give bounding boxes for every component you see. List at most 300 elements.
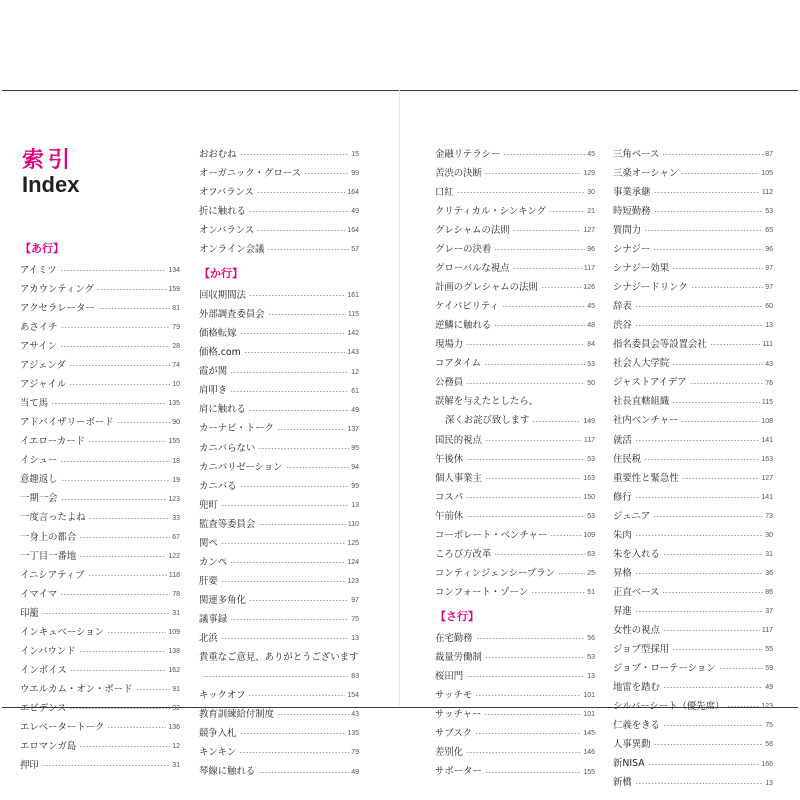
page-number: 49 (765, 684, 773, 692)
index-term: アサイン (20, 341, 57, 353)
index-term: アカウンティング (20, 283, 94, 295)
dot-leader (672, 402, 760, 403)
dot-leader (60, 594, 170, 595)
index-entry (20, 756, 180, 775)
page-number: 49 (351, 406, 359, 414)
page-number: 13 (765, 779, 773, 787)
page-number: 145 (583, 730, 595, 738)
page-number: 110 (347, 520, 359, 528)
dot-leader (286, 467, 350, 468)
dot-leader (485, 440, 582, 441)
index-entry (613, 774, 773, 793)
page-number: 111 (762, 341, 773, 349)
index-term: サッチモ (435, 690, 473, 702)
index-term: 昇進 (613, 605, 632, 617)
dot-leader (644, 459, 759, 460)
page-number: 55 (765, 646, 773, 654)
index-entry (613, 316, 773, 335)
dot-leader (654, 211, 764, 212)
page-number: 53 (765, 208, 773, 216)
dot-leader (672, 268, 763, 269)
dot-leader (635, 611, 763, 612)
index-entry (199, 515, 359, 534)
dot-leader (258, 524, 346, 525)
dot-leader (485, 772, 581, 773)
index-term: 意趣返し (20, 474, 58, 486)
index-entry (199, 724, 359, 743)
index-entry (613, 583, 773, 602)
dot-leader (277, 714, 349, 715)
index-term: カニバる (199, 480, 237, 492)
index-entry (20, 642, 180, 661)
index-term: エビデンス (20, 702, 67, 714)
page-number: 79 (351, 749, 359, 757)
page-number: 58 (765, 741, 773, 749)
section-heading: 【さ行】 (435, 609, 479, 623)
index-term: コスパ (435, 491, 464, 503)
index-term: 三角ベース (613, 148, 660, 160)
page-number: 166 (761, 760, 773, 768)
index-entry (435, 743, 595, 762)
page-number: 19 (172, 476, 180, 484)
index-entry (199, 401, 359, 420)
dot-leader (221, 543, 346, 544)
index-entry (435, 526, 595, 545)
index-term: 折に触れる (199, 205, 246, 217)
index-term: グローバルな視点 (435, 263, 510, 275)
dot-leader (257, 230, 345, 231)
index-entry (435, 412, 595, 431)
dot-leader (635, 783, 763, 784)
dot-leader (682, 478, 760, 479)
dot-leader (503, 154, 585, 155)
index-entry (613, 488, 773, 507)
page-number: 86 (765, 589, 773, 597)
page-number: 25 (587, 570, 595, 578)
dot-leader (69, 365, 170, 366)
index-term: 桜田門 (435, 671, 464, 683)
index-entry (435, 316, 595, 335)
index-term: カンペ (199, 556, 228, 568)
index-term: オンバランス (199, 225, 255, 236)
dot-leader (494, 554, 585, 555)
index-entry (199, 305, 359, 324)
index-entry (613, 450, 773, 469)
section-heading: 【か行】 (199, 266, 243, 280)
index-term: 口紅 (435, 186, 454, 198)
index-column-4 (613, 145, 773, 793)
index-entry (199, 591, 359, 610)
index-term: インバウンド (20, 645, 76, 657)
index-term: 競争入札 (199, 728, 237, 740)
dot-leader (267, 249, 349, 250)
index-term: キンキン (199, 747, 237, 759)
index-term: クリティカル・シンキング (435, 205, 547, 217)
page-number: 45 (587, 151, 595, 159)
page-number: 61 (351, 387, 359, 395)
page-number: 87 (765, 151, 773, 159)
page-number: 162 (168, 667, 180, 675)
index-term: アジェンダ (20, 360, 66, 372)
index-term: ジョブ型採用 (613, 644, 670, 656)
dot-leader (541, 287, 582, 288)
index-term: 質問力 (613, 225, 642, 236)
page-number: 30 (587, 189, 595, 197)
dot-leader (648, 764, 760, 765)
index-term: 事業承継 (613, 186, 651, 198)
page-number: 115 (761, 398, 773, 406)
page-number: 142 (347, 330, 359, 338)
page-number: 53 (587, 360, 595, 368)
index-term: 社内ベンチャー (613, 415, 679, 427)
dot-leader (61, 499, 167, 500)
dot-leader (476, 638, 586, 639)
index-entry (435, 221, 595, 240)
index-entry (435, 202, 595, 221)
page-number: 135 (168, 400, 180, 408)
dot-leader (221, 581, 346, 582)
page-number: 13 (765, 322, 773, 330)
dot-leader (710, 344, 761, 345)
dot-leader (51, 403, 166, 404)
index-entry (199, 221, 359, 240)
dot-leader (532, 421, 581, 422)
page-number: 105 (761, 170, 773, 178)
dot-leader (681, 173, 759, 174)
page-number: 97 (765, 284, 773, 292)
index-term: 一身上の都合 (20, 531, 77, 543)
dot-leader (239, 752, 349, 753)
page-number: 109 (583, 531, 595, 539)
page-number: 30 (765, 531, 773, 539)
index-term: 正直ベース (613, 586, 660, 598)
index-entry (20, 604, 180, 623)
page-number: 117 (761, 627, 773, 635)
index-entry (613, 355, 773, 374)
dot-leader (635, 440, 760, 441)
page-number: 31 (172, 609, 180, 617)
page-number: 126 (583, 284, 595, 292)
index-term: 兜町 (199, 499, 218, 511)
dot-leader (719, 668, 764, 669)
index-term: コンフォート・ゾーン (435, 586, 529, 598)
index-term: コンティンジェンシープラン (435, 567, 555, 579)
page-number: 13 (587, 673, 595, 681)
page-number: 138 (168, 648, 180, 655)
index-term: オーガニック・グロース (199, 167, 302, 179)
index-entry (199, 667, 359, 686)
index-term: 監査等委員会 (199, 518, 256, 530)
index-term: エレベータートーク (20, 721, 105, 733)
index-entry (199, 183, 359, 202)
dot-leader (466, 497, 581, 498)
index-entry (435, 648, 595, 667)
index-term: ウエルカム・オン・ボード (20, 683, 133, 695)
index-entry (613, 564, 773, 583)
page-number: 115 (347, 311, 359, 319)
index-term: カニバリゼーション (199, 461, 283, 473)
index-entry (435, 355, 595, 374)
index-term: サポーター (435, 766, 482, 778)
index-entry (613, 621, 773, 640)
index-entry (435, 431, 595, 450)
dot-leader (475, 695, 581, 696)
dot-leader (663, 687, 763, 688)
index-term: 回収期間法 (199, 290, 246, 302)
dot-leader (681, 421, 759, 422)
index-entry (613, 507, 773, 526)
index-term: 午前休 (435, 510, 464, 522)
page-number: 75 (351, 616, 359, 624)
dot-leader (249, 211, 349, 212)
index-entry (199, 439, 359, 458)
index-entry (613, 716, 773, 735)
index-term: 肩に触れる (199, 404, 246, 416)
page-number: 10 (172, 381, 180, 389)
index-term: オフバランス (199, 186, 254, 198)
dot-leader (653, 249, 763, 250)
index-term: 現場力 (435, 339, 464, 351)
index-entry (199, 324, 359, 343)
index-entry (613, 469, 773, 488)
index-term: 霞が関 (199, 366, 228, 378)
index-term: 個人事業主 (435, 472, 482, 484)
index-term: 押印 (20, 760, 39, 772)
page-number: 31 (172, 762, 180, 770)
index-term: 一度言ったよね (20, 512, 86, 524)
index-term: 女性の視点 (613, 624, 660, 636)
page-number: 91 (172, 686, 180, 694)
dot-leader (249, 295, 345, 296)
index-entry (613, 335, 773, 354)
index-entry (613, 526, 773, 545)
page-number: 53 (587, 455, 595, 463)
dot-leader (61, 480, 171, 481)
dot-leader (107, 632, 166, 633)
index-term: 貴重なご意見、ありがとうございます (199, 652, 359, 664)
page-number: 123 (347, 578, 359, 586)
index-term: 関ペ (199, 537, 218, 549)
index-entry (199, 477, 359, 496)
index-term: 教育訓練給付制度 (199, 709, 275, 721)
page-number: 101 (583, 711, 595, 719)
page-number: 67 (172, 533, 180, 541)
page-number: 123 (761, 703, 773, 711)
dot-leader (42, 613, 170, 614)
dot-leader (672, 364, 763, 365)
dot-leader (475, 733, 581, 734)
index-term: 新NISA (613, 758, 645, 770)
index-entry (613, 431, 773, 450)
dot-leader (466, 383, 585, 384)
dot-leader (549, 211, 585, 212)
index-entry (613, 393, 773, 412)
page-number: 125 (347, 539, 359, 547)
index-entry (613, 659, 773, 678)
index-entry (435, 667, 595, 686)
dot-leader (258, 448, 349, 449)
index-entry (613, 145, 773, 164)
index-term: 仁義をきる (613, 720, 660, 732)
index-entry (199, 286, 359, 305)
index-entry (613, 735, 773, 754)
index-entry (435, 240, 595, 259)
dot-leader (70, 670, 167, 671)
index-entry (613, 640, 773, 659)
index-entry (435, 164, 595, 183)
index-term: 辞表 (613, 301, 632, 313)
index-entry (613, 545, 773, 564)
page-number: 99 (351, 170, 359, 178)
index-term: 当て馬 (20, 398, 49, 410)
dot-leader (268, 314, 346, 315)
index-entry (613, 374, 773, 393)
dot-leader (466, 459, 585, 460)
index-term: アドバイザリーボード (20, 417, 114, 429)
index-entry (613, 259, 773, 278)
dot-leader (61, 327, 171, 328)
index-term: 一丁目一番地 (20, 550, 77, 562)
index-entry (199, 572, 359, 591)
dot-leader (136, 689, 171, 690)
index-entry (435, 145, 595, 164)
page-number: 141 (761, 493, 773, 501)
index-term: 渋谷 (613, 320, 632, 332)
index-entry (20, 280, 180, 299)
index-entry (613, 755, 773, 774)
index-entry (613, 412, 773, 431)
index-entry (20, 356, 180, 375)
page-number: 15 (351, 151, 359, 159)
index-entry (20, 737, 180, 756)
index-term: カニバらない (199, 442, 256, 454)
dot-leader (117, 422, 171, 423)
index-term: 就活 (613, 434, 632, 446)
dot-leader (466, 516, 585, 517)
index-entry (613, 602, 773, 621)
dot-leader (531, 592, 585, 593)
page-number: 45 (587, 303, 595, 311)
dot-leader (42, 765, 170, 766)
dot-leader (240, 154, 350, 155)
index-term: ジュニア (613, 510, 651, 522)
page-gutter (399, 90, 400, 706)
index-term: 午後休 (435, 453, 464, 465)
page-number: 63 (587, 551, 595, 558)
dot-leader (691, 287, 764, 288)
index-term: 一期一会 (20, 493, 58, 505)
index-entry (199, 458, 359, 477)
index-entry (435, 393, 595, 412)
index-entry (20, 299, 180, 318)
dot-leader (221, 638, 349, 639)
page-number: 96 (587, 246, 595, 254)
index-entry (613, 678, 773, 697)
index-term: キックオフ (199, 690, 246, 702)
index-entry (199, 553, 359, 572)
index-term: グレシャムの法則 (435, 225, 510, 236)
page-number: 65 (765, 227, 773, 235)
dot-leader (248, 695, 345, 696)
dot-leader (653, 516, 763, 517)
index-term: イエローカード (20, 436, 86, 448)
page-number: 155 (583, 768, 595, 776)
index-term: シナジードリンク (613, 282, 688, 294)
index-term: 社長直轄組織 (613, 396, 670, 408)
index-entry (199, 629, 359, 648)
index-term: おおむね (199, 148, 237, 160)
page-number: 60 (765, 303, 773, 311)
dot-leader (60, 461, 170, 462)
index-entry (613, 202, 773, 221)
dot-leader (690, 383, 764, 384)
dot-leader (202, 676, 349, 677)
page-number: 90 (172, 419, 180, 427)
index-term: 肝要 (199, 575, 218, 587)
index-entry (199, 534, 359, 553)
index-entry (613, 164, 773, 183)
page-number: 43 (351, 711, 359, 719)
index-entry (613, 240, 773, 259)
index-term: アクセラレーター (20, 302, 95, 314)
index-term: 修行 (613, 491, 632, 503)
dot-leader (635, 325, 763, 326)
index-term: 外部調査委員会 (199, 309, 265, 321)
page-number: 164 (347, 189, 359, 197)
index-entry (20, 528, 180, 547)
index-term: 昇格 (613, 567, 632, 579)
index-entry (435, 450, 595, 469)
index-entry (20, 413, 180, 432)
index-entry (613, 221, 773, 240)
index-term: 住民税 (613, 453, 642, 465)
index-term: 印籠 (20, 607, 39, 619)
dot-leader (230, 372, 349, 373)
index-entry (199, 164, 359, 183)
dot-leader (727, 706, 759, 707)
page-number: 112 (761, 189, 773, 197)
page-number: 53 (587, 654, 595, 662)
index-term: シルバーシート（優先席） (613, 701, 725, 713)
index-entry (199, 705, 359, 724)
index-entry (20, 337, 180, 356)
dot-leader (304, 173, 349, 174)
page-number: 50 (587, 379, 595, 387)
page-number: 95 (351, 444, 359, 452)
page-number: 163 (583, 474, 595, 482)
page-number: 13 (351, 635, 359, 643)
page-number: 149 (583, 417, 595, 425)
index-entry (435, 705, 595, 724)
dot-leader (654, 744, 764, 745)
page-number: 123 (168, 495, 180, 503)
dot-leader (249, 410, 349, 411)
index-entry (199, 343, 359, 362)
index-term: エロマンガ島 (20, 741, 77, 753)
page-number: 127 (761, 474, 773, 482)
dot-leader (60, 346, 170, 347)
dot-leader (277, 429, 345, 430)
index-term: 朱肉 (613, 529, 632, 541)
page-number: 143 (347, 349, 359, 357)
dot-leader (513, 268, 582, 269)
page-number: 117 (583, 436, 595, 444)
page-number: 127 (583, 227, 595, 235)
index-term: 肩叩き (199, 385, 228, 397)
page-number: 18 (172, 457, 180, 465)
index-term: イシュー (20, 455, 58, 467)
page-number: 43 (765, 360, 773, 368)
